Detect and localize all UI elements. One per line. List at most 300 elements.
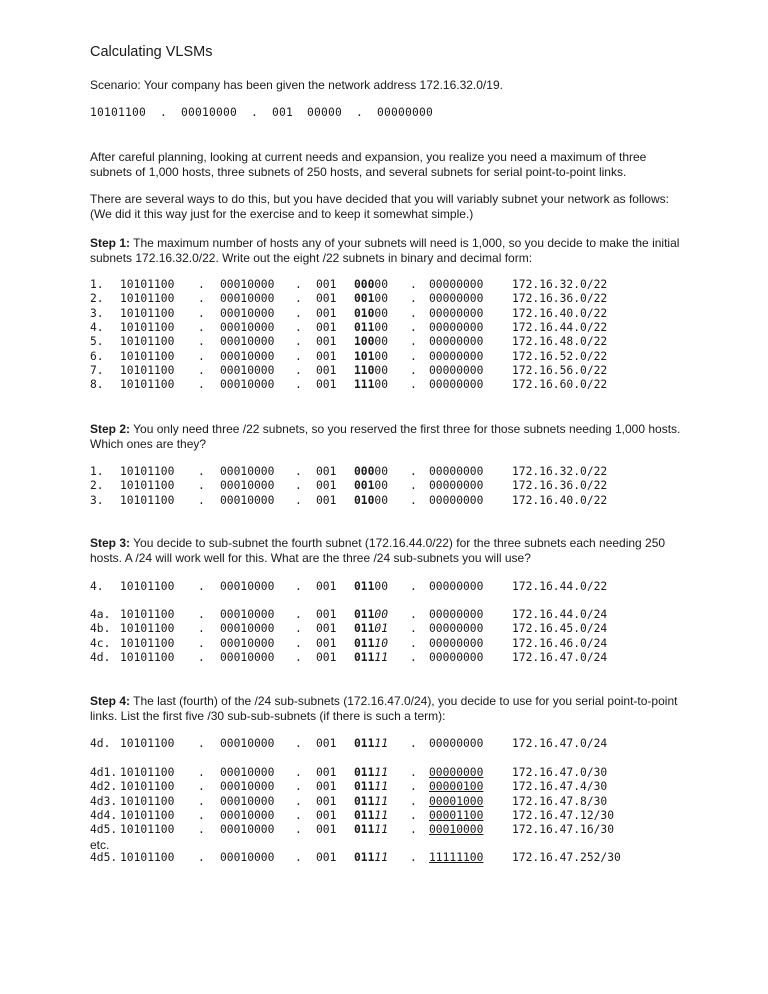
subnet-row	[90, 278, 650, 292]
octet-4-binary: 11111100	[429, 851, 484, 864]
octet-separator: .	[295, 479, 302, 493]
octet-3-network-bits: 001	[316, 608, 337, 621]
host-bits: 00	[374, 306, 389, 320]
octet-4-binary: 00001100	[429, 808, 484, 822]
host-bits: 11	[374, 851, 389, 864]
octet-separator: .	[295, 278, 302, 291]
subnet-bits: 010	[354, 493, 375, 507]
octet-1-binary: 10101100	[120, 493, 175, 507]
octet-separator: .	[198, 349, 205, 363]
octet-3-network-bits: 001	[316, 808, 337, 822]
host-bits: 11	[374, 823, 389, 837]
octet-separator: .	[410, 493, 417, 507]
decimal-notation: 172.16.44.0/22	[512, 320, 608, 334]
octet-separator: .	[198, 465, 205, 478]
octet-2-binary: 00010000	[220, 622, 275, 636]
octet-separator: .	[410, 823, 417, 837]
octet-separator: .	[198, 823, 205, 837]
host-bits: 11	[374, 737, 389, 750]
octet-separator: .	[410, 465, 417, 478]
octet-3-subnet-bits	[354, 766, 388, 780]
subnet-bits: 011	[354, 650, 375, 664]
subnet-bits: 101	[354, 349, 375, 363]
octet-separator: .	[410, 622, 417, 636]
octet-separator: .	[198, 780, 205, 794]
octet-separator: .	[295, 320, 302, 334]
step3-label: Step 3:	[90, 536, 131, 550]
octet-separator: .	[410, 292, 417, 306]
host-bits: 00	[374, 335, 389, 349]
step1-label: Step 1:	[90, 236, 131, 250]
subnet-row	[90, 307, 650, 321]
octet-2-binary: 00010000	[220, 608, 275, 621]
octet-2-binary: 00010000	[220, 823, 275, 837]
decimal-notation: 172.16.47.8/30	[512, 794, 608, 808]
octet-3-network-bits: 001	[316, 794, 337, 808]
row-number: 5.	[90, 335, 104, 349]
subnet-bits: 000	[354, 465, 375, 478]
host-bits: 00	[374, 608, 389, 621]
decimal-notation: 172.16.60.0/22	[512, 378, 608, 392]
row-number: 4a.	[90, 608, 111, 621]
row-number: 4c.	[90, 636, 111, 650]
subnet-bits: 011	[354, 794, 375, 808]
row-number: 2.	[90, 479, 104, 493]
decimal-notation: 172.16.45.0/24	[512, 622, 608, 636]
octet-separator: .	[295, 306, 302, 320]
octet-2-binary: 00010000	[220, 363, 275, 377]
octet-3-network-bits: 001	[316, 465, 337, 478]
subnet-row	[90, 494, 650, 508]
octet-1-binary: 10101100	[120, 766, 175, 779]
row-number: 1.	[90, 278, 104, 291]
octet-2-binary: 00010000	[220, 349, 275, 363]
decimal-notation: 172.16.47.16/30	[512, 823, 615, 837]
octet-separator: .	[295, 766, 302, 779]
octet-2-binary: 00010000	[220, 636, 275, 650]
octet-2-binary: 00010000	[220, 650, 275, 664]
subnet-bits: 011	[354, 608, 375, 621]
octet-3-network-bits: 001	[316, 363, 337, 377]
octet-separator: .	[410, 320, 417, 334]
octet-separator: .	[410, 737, 417, 750]
octet-separator: .	[295, 378, 302, 392]
octet-separator: .	[295, 636, 302, 650]
octet-1-binary: 10101100	[120, 737, 175, 750]
subnet-bits: 001	[354, 479, 375, 493]
octet-separator: .	[198, 378, 205, 392]
step2-paragraph	[90, 422, 690, 452]
octet-3-subnet-bits	[354, 378, 388, 392]
octet-2-binary: 00010000	[220, 465, 275, 478]
octet-separator: .	[198, 278, 205, 291]
octet-1-binary: 10101100	[120, 636, 175, 650]
octet-1-binary: 10101100	[120, 608, 175, 621]
step2-label: Step 2:	[90, 422, 131, 436]
decimal-notation: 172.16.47.12/30	[512, 808, 615, 822]
octet-3-network-bits: 001	[316, 823, 337, 837]
subnet-row	[90, 637, 650, 651]
decimal-notation: 172.16.47.0/24	[512, 650, 608, 664]
subnet-bits: 011	[354, 823, 375, 837]
decimal-notation: 172.16.52.0/22	[512, 349, 608, 363]
octet-1-binary: 10101100	[120, 808, 175, 822]
subnet-bits: 100	[354, 335, 375, 349]
subnet-row	[90, 851, 650, 865]
octet-separator: .	[198, 479, 205, 493]
octet-3-network-bits: 001	[316, 306, 337, 320]
octet-1-binary: 10101100	[120, 780, 175, 794]
subnet-row	[90, 335, 650, 349]
octet-3-network-bits: 001	[316, 766, 337, 779]
subnet-bits: 010	[354, 306, 375, 320]
octet-1-binary: 10101100	[120, 320, 175, 334]
octet-3-subnet-bits	[354, 335, 388, 349]
octet-separator: .	[410, 794, 417, 808]
octet-separator: .	[295, 737, 302, 750]
octet-separator: .	[295, 349, 302, 363]
octet-4-binary: 00000000	[429, 320, 484, 334]
octet-separator: .	[198, 636, 205, 650]
row-number: 4d5.	[90, 823, 118, 837]
subnet-bits: 011	[354, 636, 375, 650]
row-number: 2.	[90, 292, 104, 306]
decimal-notation: 172.16.32.0/22	[512, 465, 608, 478]
octet-4-binary: 00000000	[429, 278, 484, 291]
octet-4-binary: 00000000	[429, 650, 484, 664]
octet-separator: .	[410, 349, 417, 363]
octet-2-binary: 00010000	[220, 292, 275, 306]
octet-separator: .	[295, 493, 302, 507]
octet-separator: .	[410, 636, 417, 650]
octet-1-binary: 10101100	[120, 650, 175, 664]
subnet-bits: 011	[354, 320, 375, 334]
planning-paragraph: After careful planning, looking at current needs and expansion, you realize you need a maximum of three subnets of 1,000 hosts, three subnets of 250 hosts, and several subnets for serial point-to-point links.	[90, 150, 647, 179]
octet-2-binary: 00010000	[220, 320, 275, 334]
row-number: 3.	[90, 493, 104, 507]
subnet-row	[90, 378, 650, 392]
octet-3-network-bits: 001	[316, 851, 337, 864]
row-number: 1.	[90, 465, 104, 478]
row-number: 6.	[90, 349, 104, 363]
octet-1-binary: 10101100	[120, 292, 175, 306]
octet-3-subnet-bits	[354, 780, 388, 794]
approach-paragraph: There are several ways to do this, but you have decided that you will variably subnet your network as follows: (We did it this way just for the exercise and to keep it somewhat simple.)	[90, 192, 669, 221]
octet-2-binary: 00010000	[220, 794, 275, 808]
octet-separator: .	[198, 493, 205, 507]
row-number: 4d4.	[90, 808, 118, 822]
octet-1-binary: 10101100	[120, 349, 175, 363]
octet-3-subnet-bits	[354, 292, 388, 306]
octet-separator: .	[295, 780, 302, 794]
octet-separator: .	[295, 608, 302, 621]
octet-3-subnet-bits	[354, 823, 388, 837]
host-bits: 00	[374, 320, 389, 334]
octet-separator: .	[295, 363, 302, 377]
decimal-notation: 172.16.47.252/30	[512, 851, 621, 864]
host-bits: 00	[374, 278, 389, 291]
decimal-notation: 172.16.36.0/22	[512, 479, 608, 493]
octet-separator: .	[410, 580, 417, 593]
octet-separator: .	[198, 766, 205, 779]
octet-3-subnet-bits	[354, 364, 388, 378]
octet-2-binary: 00010000	[220, 766, 275, 779]
octet-separator: .	[410, 608, 417, 621]
host-bits: 00	[374, 465, 389, 478]
row-number: 4d5.	[90, 851, 118, 864]
step3-paragraph	[90, 536, 690, 566]
decimal-notation: 172.16.56.0/22	[512, 363, 608, 377]
octet-3-network-bits: 001	[316, 737, 337, 750]
subnet-bits: 011	[354, 737, 375, 750]
octet-3-subnet-bits	[354, 465, 388, 479]
octet-3-subnet-bits	[354, 307, 388, 321]
octet-3-network-bits: 001	[316, 580, 337, 593]
octet-2-binary: 00010000	[220, 851, 275, 864]
octet-separator: .	[198, 306, 205, 320]
subnet-bits: 011	[354, 808, 375, 822]
octet-1-binary: 10101100	[120, 794, 175, 808]
octet-2-binary: 00010000	[220, 808, 275, 822]
row-number: 4.	[90, 320, 104, 334]
scenario-text: Scenario: Your company has been given the network address 172.16.32.0/19.	[90, 78, 503, 92]
subnet-row	[90, 809, 650, 823]
octet-2-binary: 00010000	[220, 378, 275, 392]
host-bits: 00	[374, 363, 389, 377]
octet-4-binary: 00000000	[429, 636, 484, 650]
row-number: 4.	[90, 580, 104, 593]
octet-separator: .	[198, 335, 205, 349]
octet-separator: .	[295, 808, 302, 822]
host-bits: 00	[374, 378, 389, 392]
octet-2-binary: 00010000	[220, 335, 275, 349]
subnet-row	[90, 608, 650, 622]
octet-4-binary: 00000000	[429, 306, 484, 320]
subnet-row	[90, 465, 650, 479]
subnet-bits: 111	[354, 378, 375, 392]
row-number: 8.	[90, 378, 104, 392]
subnet-bits: 011	[354, 580, 375, 593]
octet-3-network-bits: 001	[316, 493, 337, 507]
etc-text: etc.	[90, 838, 110, 852]
decimal-notation: 172.16.46.0/24	[512, 636, 608, 650]
subnet-bits: 011	[354, 851, 375, 864]
octet-4-binary: 00000000	[429, 580, 484, 593]
octet-2-binary: 00010000	[220, 493, 275, 507]
octet-1-binary: 10101100	[120, 465, 175, 478]
scenario-binary: 10101100 . 00010000 . 001 00000 . 00000000	[90, 106, 434, 119]
octet-3-network-bits: 001	[316, 650, 337, 664]
subnet-row	[90, 350, 650, 364]
octet-4-binary: 00000000	[429, 608, 484, 621]
host-bits: 00	[374, 580, 389, 593]
octet-3-network-bits: 001	[316, 278, 337, 291]
host-bits: 11	[374, 808, 389, 822]
subnet-bits: 011	[354, 622, 375, 636]
octet-separator: .	[295, 292, 302, 306]
octet-3-network-bits: 001	[316, 320, 337, 334]
octet-4-binary: 00000000	[429, 493, 484, 507]
octet-separator: .	[198, 363, 205, 377]
host-bits: 01	[374, 622, 389, 636]
octet-4-binary: 00000100	[429, 780, 484, 794]
subnet-row	[90, 737, 650, 751]
subnet-bits: 000	[354, 278, 375, 291]
octet-3-network-bits: 001	[316, 378, 337, 392]
decimal-notation: 172.16.48.0/22	[512, 335, 608, 349]
octet-separator: .	[410, 363, 417, 377]
subnet-row	[90, 795, 650, 809]
octet-3-subnet-bits	[354, 479, 388, 493]
decimal-notation: 172.16.44.0/24	[512, 608, 608, 621]
octet-separator: .	[198, 320, 205, 334]
host-bits: 00	[374, 349, 389, 363]
subnet-row	[90, 292, 650, 306]
step4-paragraph	[90, 694, 690, 724]
octet-3-subnet-bits	[354, 795, 388, 809]
subnet-bits: 001	[354, 292, 375, 306]
octet-separator: .	[198, 794, 205, 808]
octet-1-binary: 10101100	[120, 306, 175, 320]
octet-4-binary: 00000000	[429, 378, 484, 392]
octet-3-subnet-bits	[354, 608, 388, 622]
octet-separator: .	[410, 378, 417, 392]
octet-4-binary: 00000000	[429, 766, 484, 779]
host-bits: 00	[374, 493, 389, 507]
octet-3-subnet-bits	[354, 737, 388, 751]
octet-2-binary: 00010000	[220, 580, 275, 593]
octet-1-binary: 10101100	[120, 479, 175, 493]
step1-text: The maximum number of hosts any of your subnets will need is 1,000, so you decide to make the initial subnets 172.16.32.0/22. Write out the eight /22 subnets in binary and decimal form:	[90, 236, 680, 265]
octet-1-binary: 10101100	[120, 851, 175, 864]
octet-separator: .	[295, 794, 302, 808]
octet-1-binary: 10101100	[120, 335, 175, 349]
octet-separator: .	[295, 851, 302, 864]
octet-separator: .	[410, 335, 417, 349]
subnet-row	[90, 479, 650, 493]
octet-3-network-bits: 001	[316, 335, 337, 349]
host-bits: 11	[374, 794, 389, 808]
octet-separator: .	[198, 851, 205, 864]
octet-separator: .	[198, 292, 205, 306]
octet-3-subnet-bits	[354, 494, 388, 508]
row-number: 4d.	[90, 650, 111, 664]
step4-label: Step 4:	[90, 694, 131, 708]
octet-separator: .	[295, 335, 302, 349]
octet-separator: .	[410, 766, 417, 779]
decimal-notation: 172.16.47.0/24	[512, 737, 608, 750]
octet-4-binary: 00000000	[429, 465, 484, 478]
octet-4-binary: 00000000	[429, 349, 484, 363]
octet-2-binary: 00010000	[220, 737, 275, 750]
step3-text: You decide to sub-subnet the fourth subnet (172.16.44.0/22) for the three subnets each needing 250 hosts. A /24 will work well for this. What are the three /24 sub-subnets you will use?	[90, 536, 666, 565]
octet-separator: .	[295, 465, 302, 478]
step1-paragraph	[90, 236, 690, 266]
subnet-row	[90, 364, 650, 378]
subnet-row	[90, 780, 650, 794]
decimal-notation: 172.16.44.0/22	[512, 580, 608, 593]
host-bits: 10	[374, 636, 389, 650]
octet-separator: .	[295, 650, 302, 664]
subnet-row	[90, 622, 650, 636]
octet-separator: .	[198, 580, 205, 593]
octet-3-network-bits: 001	[316, 349, 337, 363]
subnet-row	[90, 766, 650, 780]
octet-3-subnet-bits	[354, 350, 388, 364]
octet-1-binary: 10101100	[120, 622, 175, 636]
octet-2-binary: 00010000	[220, 278, 275, 291]
octet-3-subnet-bits	[354, 622, 388, 636]
octet-4-binary: 00000000	[429, 292, 484, 306]
octet-3-network-bits: 001	[316, 479, 337, 493]
host-bits: 00	[374, 292, 389, 306]
octet-3-subnet-bits	[354, 321, 388, 335]
octet-1-binary: 10101100	[120, 378, 175, 392]
subnet-bits: 011	[354, 780, 375, 794]
octet-3-network-bits: 001	[316, 636, 337, 650]
subnet-row	[90, 823, 650, 837]
octet-4-binary: 00000000	[429, 335, 484, 349]
step4-text: The last (fourth) of the /24 sub-subnets (172.16.47.0/24), you decide to use for you serial point-to-point links. List the first five /30 sub-sub-subnets (if there is such a term):	[90, 694, 678, 723]
decimal-notation: 172.16.32.0/22	[512, 278, 608, 291]
octet-3-subnet-bits	[354, 851, 388, 865]
octet-3-subnet-bits	[354, 651, 388, 665]
octet-separator: .	[295, 580, 302, 593]
octet-3-network-bits: 001	[316, 622, 337, 636]
octet-1-binary: 10101100	[120, 823, 175, 837]
octet-separator: .	[410, 808, 417, 822]
subnet-row	[90, 321, 650, 335]
row-number: 4d1.	[90, 766, 118, 779]
octet-4-binary: 00000000	[429, 622, 484, 636]
octet-separator: .	[295, 823, 302, 837]
octet-separator: .	[198, 650, 205, 664]
octet-3-subnet-bits	[354, 580, 388, 594]
octet-separator: .	[198, 608, 205, 621]
octet-separator: .	[295, 622, 302, 636]
octet-3-subnet-bits	[354, 637, 388, 651]
octet-separator: .	[410, 650, 417, 664]
decimal-notation: 172.16.36.0/22	[512, 292, 608, 306]
octet-1-binary: 10101100	[120, 278, 175, 291]
host-bits: 11	[374, 780, 389, 794]
octet-1-binary: 10101100	[120, 363, 175, 377]
row-number: 4b.	[90, 622, 111, 636]
decimal-notation: 172.16.47.4/30	[512, 780, 608, 794]
octet-4-binary: 00000000	[429, 479, 484, 493]
decimal-notation: 172.16.47.0/30	[512, 766, 608, 779]
octet-separator: .	[410, 479, 417, 493]
row-number: 4d.	[90, 737, 111, 750]
subnet-row	[90, 580, 650, 594]
host-bits: 11	[374, 766, 389, 779]
octet-3-network-bits: 001	[316, 780, 337, 794]
row-number: 7.	[90, 363, 104, 377]
subnet-bits: 011	[354, 766, 375, 779]
octet-4-binary: 00000000	[429, 737, 484, 750]
octet-separator: .	[198, 737, 205, 750]
octet-1-binary: 10101100	[120, 580, 175, 593]
octet-separator: .	[410, 306, 417, 320]
row-number: 4d3.	[90, 794, 118, 808]
octet-3-subnet-bits	[354, 809, 388, 823]
octet-2-binary: 00010000	[220, 479, 275, 493]
octet-4-binary: 00001000	[429, 794, 484, 808]
host-bits: 00	[374, 479, 389, 493]
row-number: 3.	[90, 306, 104, 320]
octet-2-binary: 00010000	[220, 780, 275, 794]
octet-separator: .	[198, 622, 205, 636]
